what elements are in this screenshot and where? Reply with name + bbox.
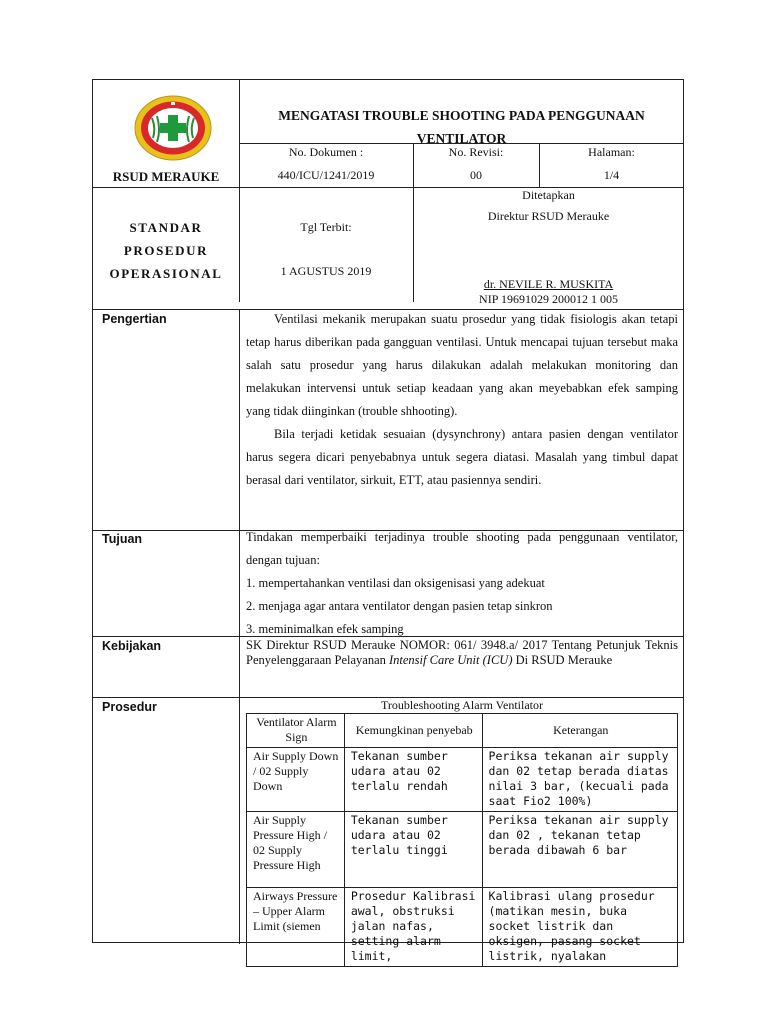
signer-nip: NIP 19691029 200012 1 005 — [479, 292, 618, 306]
pengertian-paragraph: Ventilasi mekanik merupakan suatu prosedur yang tidak fisiologis akan tetapi tetap harus diberikan pada gangguan ventilasi. Untuk mencapai tujuan tersebut maka salah satu prosedur yang harus dilakukan adalah melakukan monitoring dan melakukan intervensi untuk setiap keadaan yang akan meyebabkan efek samping yang tidak diinginkan (trouble shhooting). — [246, 312, 678, 418]
sop-line-3: OPERASIONAL — [109, 266, 223, 281]
kebijakan-text — [246, 638, 678, 668]
alarm-sign: Air Supply Down / 02 Supply Down — [247, 748, 345, 812]
signer-name: dr. NEVILE R. MUSKITA — [483, 277, 614, 291]
sop-heading — [93, 216, 239, 285]
alarm-note: Periksa tekanan air supply dan 02 tetap berada diatas nilai 3 bar, (kecuali pada saat Fio2 100%) — [482, 748, 677, 812]
column-header: Keterangan — [482, 714, 677, 748]
tujuan-item: 2. menjaga agar antara ventilator dengan pasien tetap sinkron — [246, 599, 553, 613]
alarm-note: Kalibrasi ulang prosedur (matikan mesin, buka socket listrik dan oksigen, pasang socket listrik, nyalakan — [482, 888, 677, 967]
prosedur-table-title: Troubleshooting Alarm Ventilator — [381, 698, 543, 712]
issue-date-value: 1 AGUSTUS 2019 — [280, 264, 372, 278]
sop-line-1: STANDAR — [129, 220, 203, 235]
title-line-2: VENTILATOR — [416, 131, 507, 146]
kebijakan-text-a: SK Direktur RSUD Merauke NOMOR: 061/ 3948.a/ 2017 Tentang Petunjuk Teknis Penyelenggaraan Pelayanan — [246, 638, 678, 667]
sop-line-2: PROSEDUR — [123, 243, 209, 258]
alarm-cause: Tekanan sumber udara atau 02 terlalu tinggi — [344, 812, 482, 888]
tujuan-item: 3. meminimalkan efek samping — [246, 622, 404, 636]
alarm-sign: Airways Pressure – Upper Alarm Limit (siemen — [247, 888, 345, 967]
alarm-cause: Tekanan sumber udara atau 02 terlalu rendah — [344, 748, 482, 812]
column-header: Kemungkinan penyebab — [344, 714, 482, 748]
set-by: Direktur RSUD Merauke — [487, 209, 610, 223]
pengertian-text — [246, 308, 678, 492]
alarm-table — [246, 713, 678, 967]
section-label-tujuan: Tujuan — [102, 532, 143, 546]
section-label-pengertian: Pengertian — [102, 312, 167, 326]
hospital-logo — [133, 94, 213, 162]
doc-number-value: 440/ICU/1241/2019 — [277, 168, 375, 182]
section-label-prosedur: Prosedur — [102, 700, 157, 714]
document-title — [239, 104, 684, 150]
divider — [239, 309, 240, 944]
institution-name: RSUD MERAUKE — [112, 169, 220, 184]
tujuan-item: 1. mempertahankan ventilasi dan oksigenisasi yang adekuat — [246, 576, 545, 590]
tujuan-intro: Tindakan memperbaiki terjadinya trouble shooting pada penggunaan ventilator, dengan tujuan: — [246, 530, 678, 567]
alarm-sign: Air Supply Pressure High / 02 Supply Pressure High — [247, 812, 345, 888]
kebijakan-text-b: Di RSUD Merauke — [512, 653, 613, 667]
doc-number-label: No. Dokumen : — [288, 145, 364, 159]
kebijakan-text-italic: Intensif Care Unit (ICU) — [389, 653, 513, 667]
revision-label: No. Revisi: — [448, 145, 504, 159]
table-row — [247, 812, 678, 888]
issue-date-label: Tgl Terbit: — [300, 220, 352, 234]
alarm-note: Periksa tekanan air supply dan 02 , tekanan tetap berada dibawah 6 bar — [482, 812, 677, 888]
table-header-row — [247, 714, 678, 748]
tujuan-text — [246, 526, 678, 641]
alarm-cause: Prosedur Kalibrasi awal, obstruksi jalan nafas, setting alarm limit, — [344, 888, 482, 967]
table-row — [247, 748, 678, 812]
page-label: Halaman: — [588, 145, 635, 159]
pengertian-paragraph: Bila terjadi ketidak sesuaian (dysynchrony) antara pasien dengan ventilator harus segera dicari penyebabnya untuk segera diatasi. Masalah yang timbul dapat berasal dari ventilator, sirkuit, ETT, atau pasiennya sendiri. — [246, 427, 678, 487]
column-header: Ventilator Alarm Sign — [247, 714, 345, 748]
page-value: 1/4 — [603, 168, 620, 182]
revision-value: 00 — [470, 168, 482, 182]
table-row — [247, 888, 678, 967]
title-line-1: MENGATASI TROUBLE SHOOTING PADA PENGGUNAAN — [278, 108, 645, 123]
sop-document — [92, 79, 684, 963]
section-label-kebijakan: Kebijakan — [102, 639, 162, 653]
set-label: Ditetapkan — [522, 188, 575, 202]
